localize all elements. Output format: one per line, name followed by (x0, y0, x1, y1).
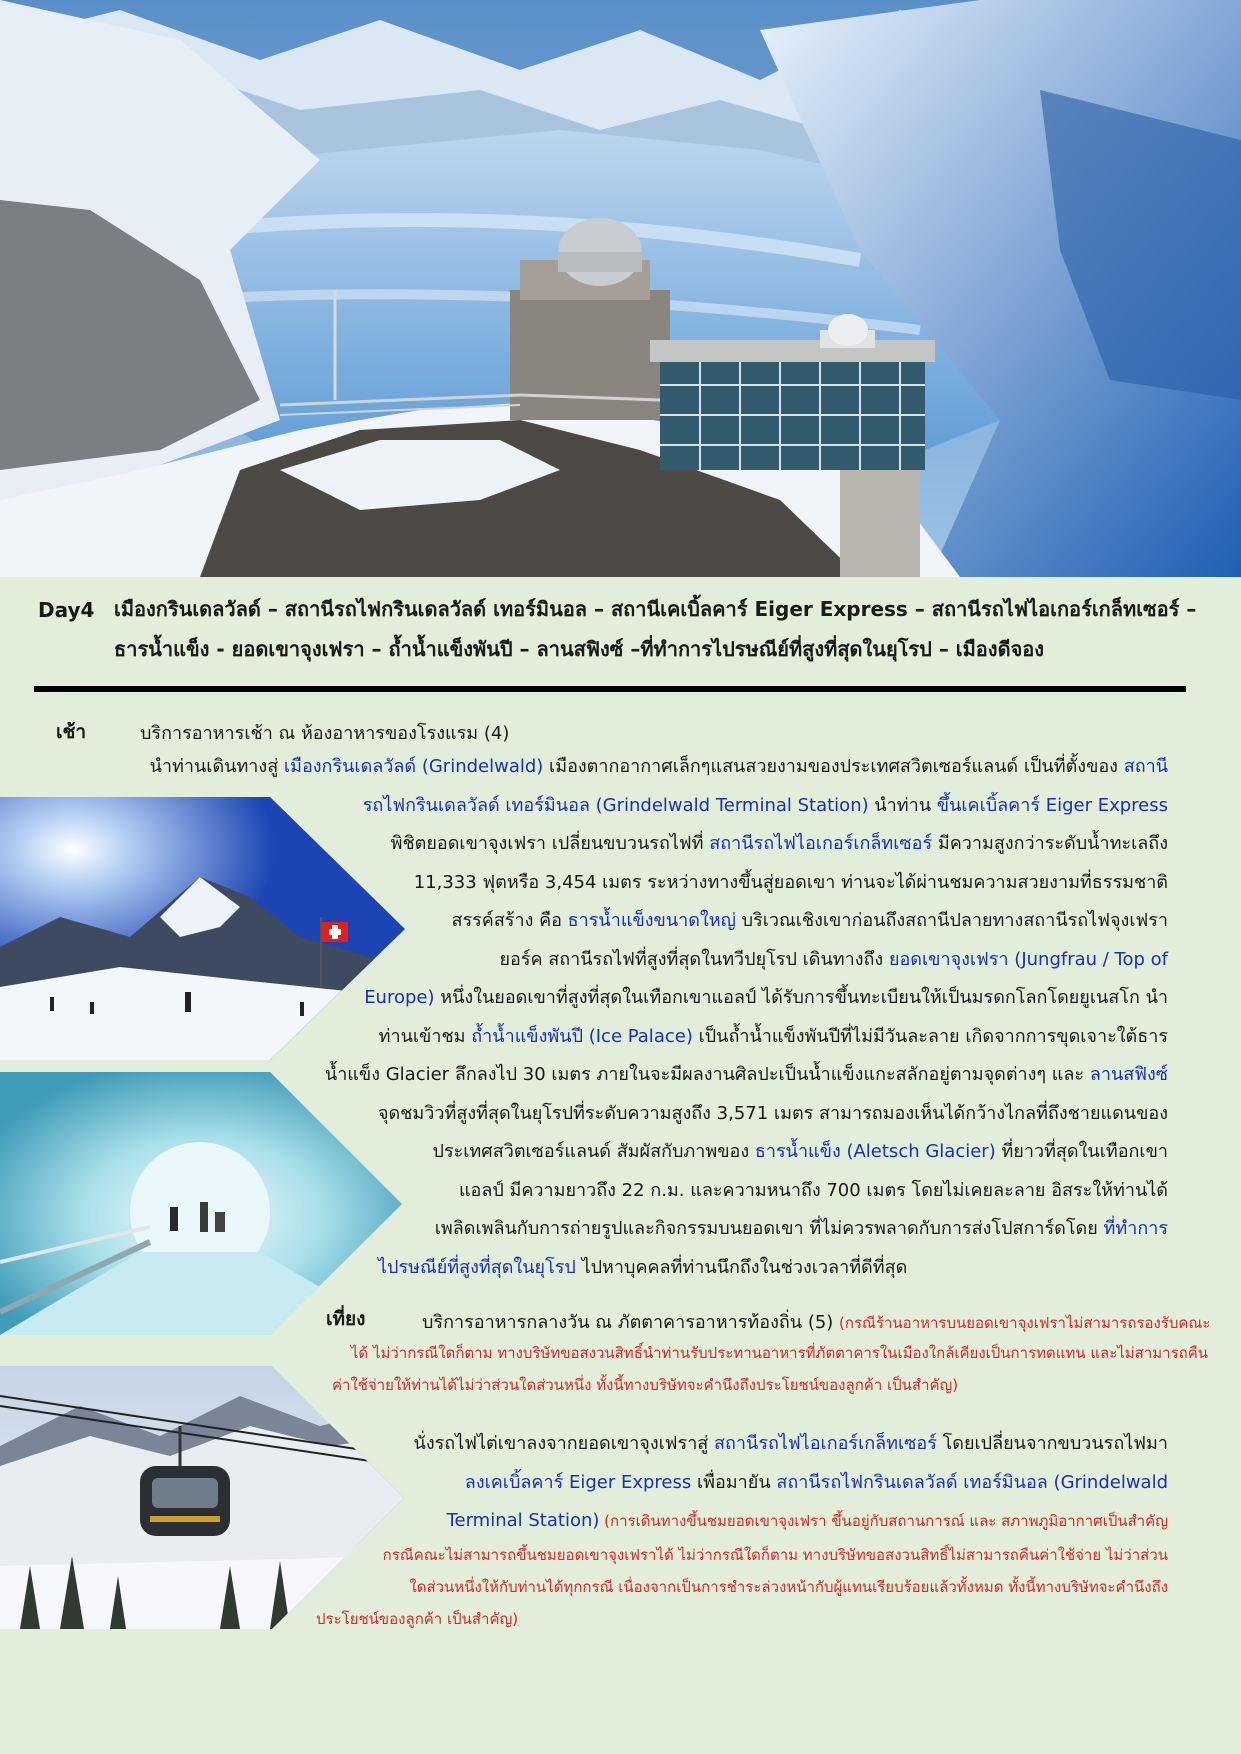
day-label: Day4 (38, 598, 95, 622)
return-line-2: ลงเคเบิ้ลคาร์ Eiger Express เพื่อมายัน สถานีรถไฟกรินเดลวัลด์ เทอร์มินอล (Grindelwald (464, 1471, 1168, 1493)
return-note-line-1: กรณีคณะไม่สามารถขึ้นชมยอดเขาจุงเฟราได้ ไม่ว่ากรณีใดก็ตาม ทางบริษัทขอสงวนสิทธิ์ไม่สามารถคืนค่าใช้จ่าย ไม่ว่าส่วน (382, 1546, 1168, 1564)
breakfast-text: บริการอาหารเช้า ณ ห้องอาหารของโรงแรม (4) (140, 723, 510, 744)
desc-line-4: 11,333 ฟุตหรือ 3,454 เมตร ระหว่างทางขึ้นสู่ยอดเขา ท่านจะได้ผ่านชมความสวยงามที่ธรรมชาติ (413, 871, 1168, 893)
desc-line-8: ท่านเข้าชม ถ้ำน้ำแข็งพันปี (Ice Palace) เป็นถ้ำน้ำแข็งพันปีที่ไม่มีวันละลาย เกิดจากการขุดเจาะใต้ธาร (378, 1025, 1168, 1047)
desc-line-7: Europe) หนึ่งในยอดเขาที่สูงที่สุดในเทือกเขาแอลป์ ได้รับการขึ้นทะเบียนให้เป็นมรดกโลกโดยยูเนสโก นำ (364, 987, 1168, 1008)
return-note-start: (การเดินทางขึ้นชมยอดเขาจุงเฟรา ขึ้นอยู่กับสถานการณ์ และ สภาพภูมิอากาศเป็นสำคัญ (599, 1512, 1168, 1530)
header-divider (34, 686, 1186, 692)
return-note-line-3: ประโยชน์ของลูกค้า เป็นสำคัญ) (316, 1610, 519, 1628)
desc-line-13: เพลิดเพลินกับการถ่ายรูปและกิจกรรมบนยอดเขา ที่ไม่ควรพลาดกับการส่งโปสการ์ดโดย ที่ทำการ (434, 1218, 1168, 1239)
place-eigergletscher: สถานีรถไฟไอเกอร์เกล็ทเซอร์ (709, 833, 933, 854)
place-large-glacier: ธารน้ำแข็งขนาดใหญ่ (567, 910, 736, 931)
desc-line-11: ประเทศสวิตเซอร์แลนด์ สัมผัสกับภาพของ ธารน้ำแข็ง (Aletsch Glacier) ที่ยาวที่สุดในเทือกเขา (432, 1141, 1168, 1162)
lunch-note-line-2: ได้ ไม่ว่ากรณีใดก็ตาม ทางบริษัทขอสงวนสิทธิ์นำท่านรับประทานอาหารที่ภัตตาคารในเมืองใกล้เคียงเป็นการทดแทน และไม่สามารถคืน (350, 1344, 1208, 1362)
desc-line-3: พิชิตยอดเขาจุงเฟรา เปลี่ยนขบวนรถไฟที่ สถานีรถไฟไอเกอร์เกล็ทเซอร์ มีความสูงกว่าระดับน้ำทะเลถึง (390, 833, 1168, 854)
desc-line-10: จุดชมวิวที่สูงที่สุดในยุโรปที่ระดับความสูงถึง 3,571 เมตร สามารถมองเห็นได้กว้างไกลที่ถึงชายแดนของ (377, 1102, 1168, 1124)
day-title-line2: ธารน้ำแข็ง - ยอดเขาจุงเฟรา – ถ้ำน้ำแข็งพันปี – ลานสฟิงซ์ –ที่ทำการไปรษณีย์ที่สูงที่สุดในยุโรป – เมืองดีจอง (114, 637, 1045, 661)
place-aletsch-glacier: ธารน้ำแข็ง (Aletsch Glacier) (754, 1141, 996, 1162)
return-description (320, 1425, 1168, 1541)
place-grindelwald-terminal: รถไฟกรินเดลวัลด์ เทอร์มินอล (Grindelwald Terminal Station) (362, 794, 869, 816)
lunch-note-start: (กรณีร้านอาหารบนยอดเขาจุงเฟราไม่สามารถรองรับคณะ (839, 1314, 1211, 1332)
desc-line-6: ยอร์ค สถานีรถไฟที่สูงที่สุดในทวีปยุโรป เดินทางถึง ยอดเขาจุงเฟรา (Jungfrau / Top of (499, 948, 1168, 970)
desc-line-14: ไปรษณีย์ที่สูงที่สุดในยุโรป ไปหาบุคคลที่ท่านนึกถึงในช่วงเวลาที่ดีที่สุด (378, 1256, 908, 1278)
place-ice-palace: ถ้ำน้ำแข็งพันปี (Ice Palace) (471, 1025, 693, 1047)
breakfast-label: เช้า (56, 721, 87, 743)
place-grindelwald: เมืองกรินเดลวัลด์ (Grindelwald) (283, 756, 544, 777)
return-line-3: Terminal Station) (การเดินทางขึ้นชมยอดเขาจุงเฟรา ขึ้นอยู่กับสถานการณ์ และ สภาพภูมิอากาศเป็นสำคัญ (446, 1510, 1168, 1531)
place-eiger-express: ขึ้นเคเบิ้ลคาร์ Eiger Express (936, 794, 1168, 816)
lunch-text: บริการอาหารกลางวัน ณ ภัตตาคารอาหารท้องถิ่น (5) (กรณีร้านอาหารบนยอดเขาจุงเฟราไม่สามารถรองรับคณะ (422, 1312, 1211, 1333)
return-place-eigergletscher: สถานีรถไฟไอเกอร์เกล็ทเซอร์ (714, 1433, 937, 1454)
desc-line-1: นำท่านเดินทางสู่ เมืองกรินเดลวัลด์ (Grindelwald) เมืองตากอากาศเล็กๆแสนสวยงามของประเทศสวิตเซอร์แลนด์ เป็นที่ตั้งของ สถานี (149, 756, 1168, 777)
lunch-label: เที่ยง (326, 1308, 366, 1330)
return-place-eiger-express: ลงเคเบิ้ลคาร์ Eiger Express (464, 1471, 692, 1493)
day-title-line1: เมืองกรินเดลวัลด์ – สถานีรถไฟกรินเดลวัลด์ เทอร์มินอล – สถานีเคเบิ้ลคาร์ Eiger Express – สถานีรถไฟไอเกอร์เกล็ทเซอร์ – (114, 597, 1197, 621)
lunch-note-line-3: ค่าใช้จ่ายให้ท่านได้ไม่ว่าส่วนใดส่วนหนึ่ง ทั้งนี้ทางบริษัทจะคำนึงถึงประโยชน์ของลูกค้า เป็นสำคัญ) (332, 1376, 959, 1394)
place-sphinx: ลานสฟิงซ์ (1089, 1064, 1168, 1085)
desc-line-2: รถไฟกรินเดลวัลด์ เทอร์มินอล (Grindelwald Terminal Station) นำท่าน ขึ้นเคเบิ้ลคาร์ Eiger Express (362, 794, 1168, 816)
desc-line-5: สรรค์สร้าง คือ ธารน้ำแข็งขนาดใหญ่ บริเวณเชิงเขาก่อนถึงสถานีปลายทางสถานีรถไฟจุงเฟรา (451, 910, 1168, 931)
desc-line-9: น้ำแข็ง Glacier ลึกลงไป 30 เมตร ภายในจะมีผลงานศิลปะเป็นน้ำแข็งแกะสลักอยู่ตามจุดต่างๆ และ ลานสฟิงซ์ (324, 1064, 1168, 1085)
place-highest-post-office: ไปรษณีย์ที่สูงที่สุดในยุโรป (378, 1256, 576, 1278)
return-line-1: นั่งรถไฟไต่เขาลงจากยอดเขาจุงเฟราสู่ สถานีรถไฟไอเกอร์เกล็ทเซอร์ โดยเปลี่ยนจากขบวนรถไฟมา (413, 1433, 1168, 1454)
day-title (114, 589, 1208, 669)
return-note-line-2: ใดส่วนหนึ่งให้กับท่านได้ทุกกรณี เนื่องจากเป็นการชำระล่วงหน้ากับผู้แทนเรียบร้อยแล้วทั้งหมด ทั้งนี้ทางบริษัทจะคำนึงถึง (409, 1578, 1168, 1596)
place-jungfrau: ยอดเขาจุงเฟรา (Jungfrau / Top of (888, 948, 1168, 970)
return-note (300, 1539, 1168, 1635)
hero-photo-sphinx-observatory (0, 0, 1241, 577)
return-place-grindelwald-terminal: สถานีรถไฟกรินเดลวัลด์ เทอร์มินอล (Grindelwald (776, 1471, 1168, 1493)
desc-line-12: แอลป์ มีความยาวถึง 22 ก.ม. และความหนาถึง 700 เมตร โดยไม่เคยละลาย อิสระให้ท่านได้ (458, 1179, 1168, 1201)
photo-ice-palace (0, 1072, 402, 1335)
